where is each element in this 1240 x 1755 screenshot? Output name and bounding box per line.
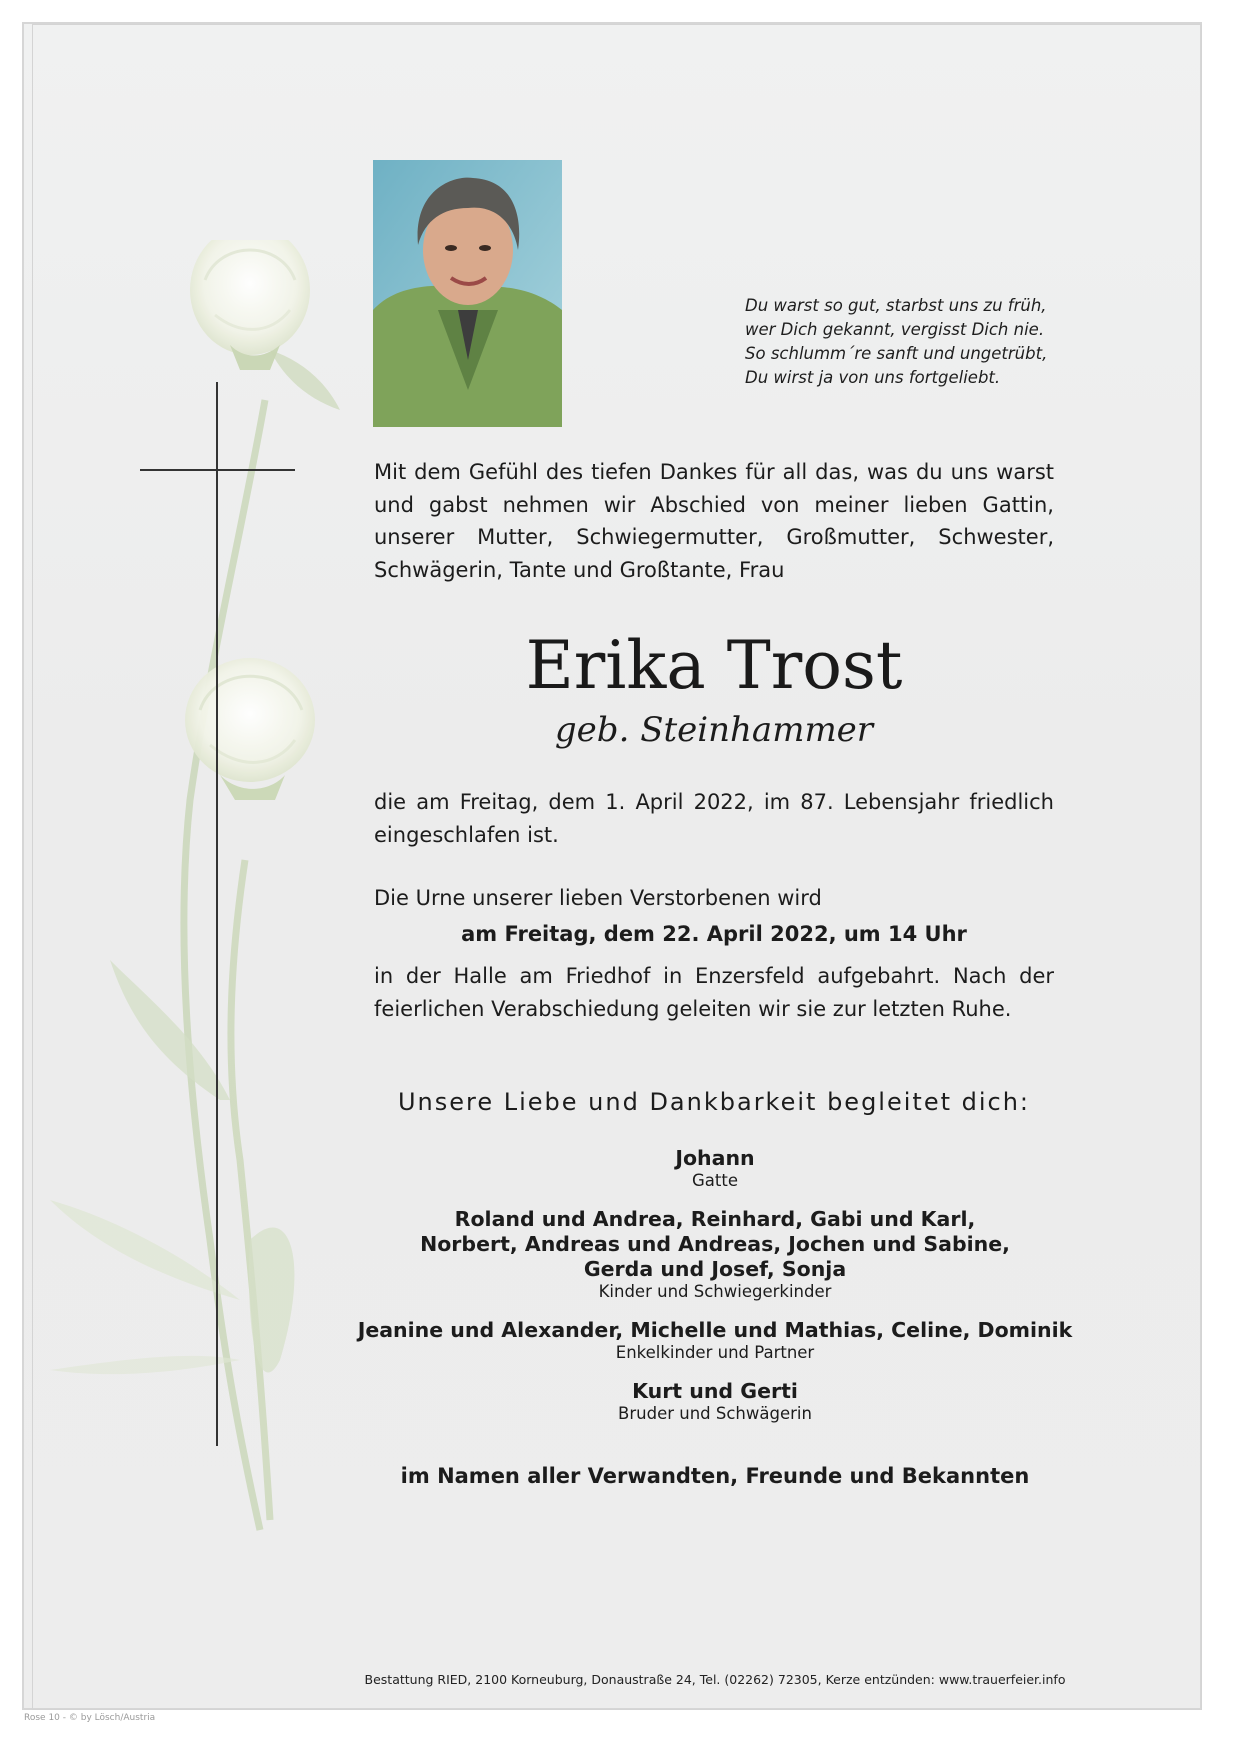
rose-top — [190, 240, 310, 370]
mourner-names: Norbert, Andreas und Andreas, Jochen und Sabine, — [420, 1232, 1010, 1256]
mourner-names: Gerda und Josef, Sonja — [583, 1257, 847, 1281]
mourner-group — [320, 1379, 1110, 1424]
mourner-group — [320, 1207, 1110, 1302]
portrait-photo — [373, 160, 562, 427]
mourner-names: Jeanine und Alexander, Michelle und Mathias, Celine, Dominik — [357, 1318, 1073, 1342]
maiden-name: geb. Steinhammer — [554, 710, 874, 750]
love-heading: Unsere Liebe und Dankbarkeit begleitet dich: — [397, 1088, 1031, 1116]
poem-line: Du warst so gut, starbst uns zu früh, — [745, 296, 1047, 315]
mourners-list — [320, 1146, 1110, 1440]
poem-line: wer Dich gekannt, vergisst Dich nie. — [745, 320, 1045, 339]
rose-middle — [185, 658, 315, 800]
mourner-names: Roland und Andrea, Reinhard, Gabi und Karl, — [454, 1207, 976, 1231]
mourner-group — [320, 1146, 1110, 1191]
urn-intro: Die Urne unserer lieben Verstorbenen wird — [374, 886, 822, 910]
funeral-home-footer: Bestattung RIED, 2100 Korneuburg, Donaustraße 24, Tel. (02262) 72305, Kerze entzünden: www.trauerfeier.info — [364, 1672, 1066, 1687]
closing-line: im Namen aller Verwandten, Freunde und Bekannten — [400, 1464, 1030, 1488]
memorial-cross-vertical — [216, 382, 218, 1446]
mourner-relation: Gatte — [692, 1171, 738, 1190]
mourner-group — [320, 1318, 1110, 1363]
poem-line: So schlumm´re sanft und ungetrübt, — [745, 344, 1048, 363]
mourner-relation: Bruder und Schwägerin — [618, 1404, 812, 1423]
memorial-poem — [745, 294, 1075, 390]
intro-paragraph: Mit dem Gefühl des tiefen Dankes für all das, was du uns warst und gabst nehmen wir Abschied von meiner lieben Gattin, unserer Mutter, Schwiegermutter, Großmutter, Schwester, Schwägerin, Tante und Großtante, Frau — [374, 460, 1054, 582]
ceremony-location: in der Halle am Friedhof in Enzersfeld aufgebahrt. Nach der feierlichen Verabschiedung geleiten wir sie zur letzten Ruhe. — [374, 964, 1054, 1021]
mourner-relation: Enkelkinder und Partner — [615, 1343, 815, 1362]
poem-line: Du wirst ja von uns fortgeliebt. — [745, 368, 1001, 387]
white-roses-illustration — [40, 240, 360, 1560]
mourner-relation: Kinder und Schwiegerkinder — [598, 1282, 832, 1301]
deceased-name: Erika Trost — [525, 627, 903, 704]
memorial-cross-horizontal — [140, 469, 295, 471]
image-credit: Rose 10 - © by Lösch/Austria — [24, 1713, 156, 1723]
death-notice: die am Freitag, dem 1. April 2022, im 87. Lebensjahr friedlich eingeschlafen ist. — [374, 790, 1054, 847]
ceremony-date: am Freitag, dem 22. April 2022, um 14 Uhr — [461, 922, 967, 946]
mourner-names: Kurt und Gerti — [632, 1379, 798, 1403]
mourner-names: Johann — [675, 1146, 755, 1170]
